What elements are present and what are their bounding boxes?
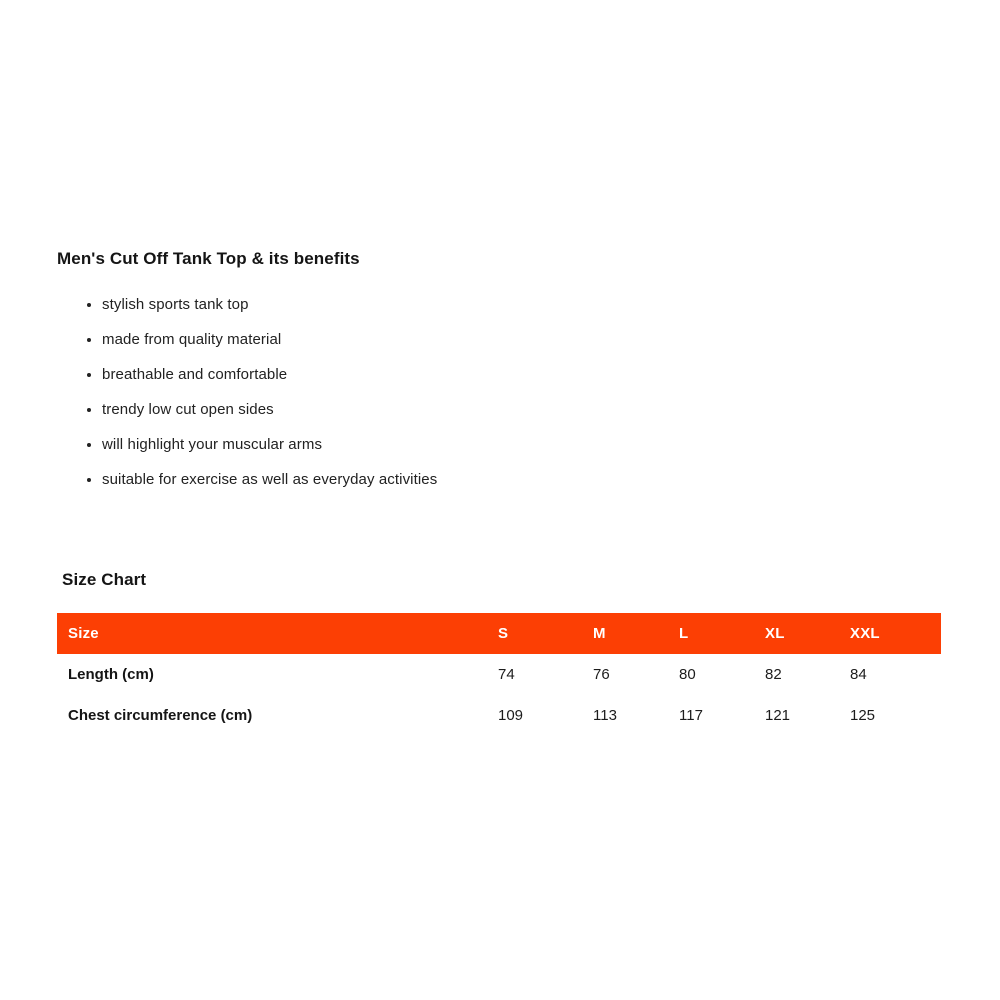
row-label: Length (cm) <box>68 666 154 683</box>
size-chart-header-s: S <box>498 625 509 642</box>
benefit-item: • suitable for exercise as well as everyday activities <box>102 469 437 490</box>
table-row-length <box>57 654 941 695</box>
table-cell: 109 <box>498 707 524 724</box>
benefits-list <box>57 294 437 504</box>
table-cell: 113 <box>593 707 617 724</box>
table-cell: 125 <box>850 707 876 724</box>
benefits-title: Men's Cut Off Tank Top & its benefits <box>57 249 360 268</box>
benefit-item: • made from quality material <box>102 329 437 350</box>
size-chart-header-m: M <box>593 625 606 642</box>
size-chart-table <box>57 613 941 736</box>
table-cell: 74 <box>498 666 515 683</box>
table-row-chest <box>57 695 941 736</box>
row-label: Chest circumference (cm) <box>68 707 253 724</box>
benefit-item: • stylish sports tank top <box>102 294 437 315</box>
size-chart-title: Size Chart <box>62 570 147 589</box>
size-chart-header-xxl: XXL <box>850 625 880 642</box>
table-cell: 84 <box>850 666 867 683</box>
table-cell: 76 <box>593 666 610 683</box>
table-cell: 117 <box>679 707 703 724</box>
size-chart-header-row <box>57 613 941 654</box>
benefit-item: • breathable and comfortable <box>102 364 437 385</box>
table-cell: 80 <box>679 666 696 683</box>
table-cell: 121 <box>765 707 791 724</box>
benefit-item: • trendy low cut open sides <box>102 399 437 420</box>
table-cell: 82 <box>765 666 782 683</box>
size-chart-header-xl: XL <box>765 625 785 642</box>
size-chart-header-size: Size <box>68 625 99 642</box>
benefit-item: • will highlight your muscular arms <box>102 434 437 455</box>
size-chart-header-l: L <box>679 625 689 642</box>
